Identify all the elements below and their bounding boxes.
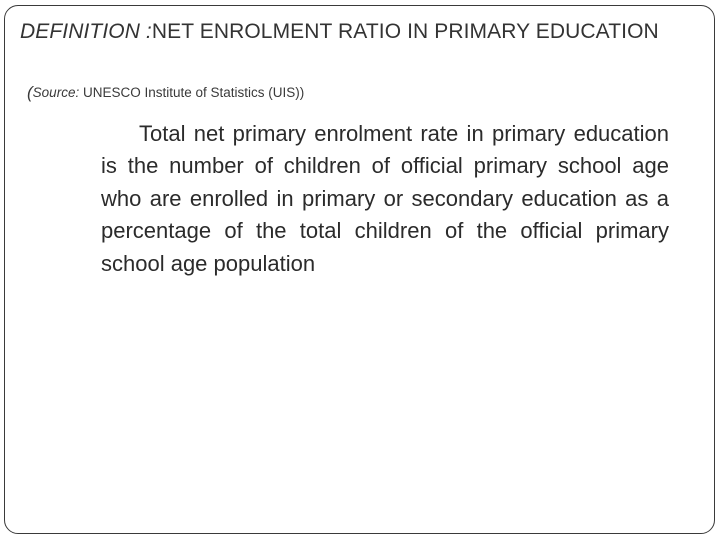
source-citation (27, 84, 304, 102)
source-colon: : (75, 85, 80, 100)
source-open-paren: ( (27, 83, 33, 102)
slide-title (20, 18, 660, 46)
definition-text (101, 118, 669, 280)
title-lead: DEFINITION : (20, 20, 152, 43)
source-label: Source (32, 85, 76, 100)
definition-body: Total net primary enrolment rate in primary education is the number of children of official primary school age who are enrolled in primary or secondary education as a percentage of the total children of the official primary school age population (101, 121, 669, 276)
source-text: UNESCO Institute of Statistics (UIS)) (79, 85, 305, 100)
title-rest: NET ENROLMENT RATIO IN PRIMARY EDUCATION (151, 20, 659, 43)
